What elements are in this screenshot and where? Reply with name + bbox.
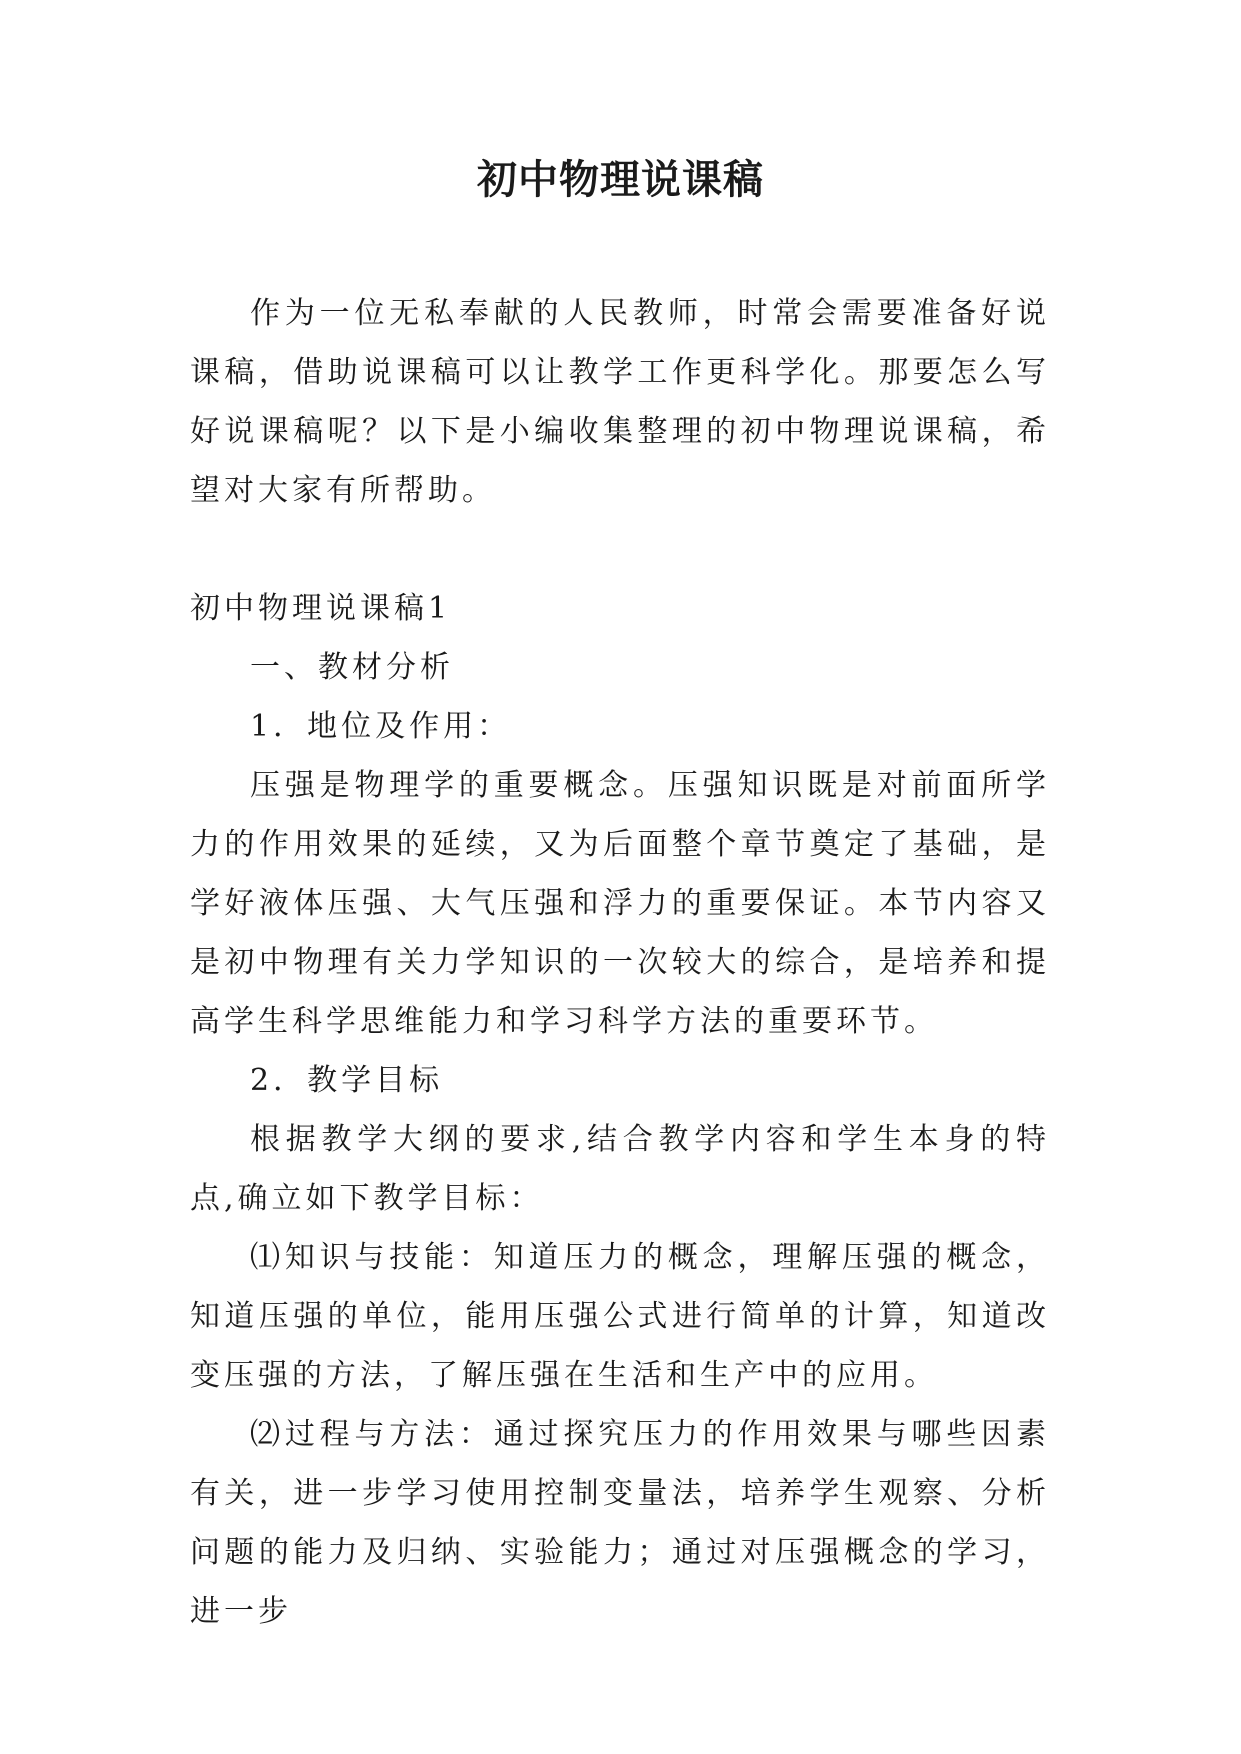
paragraph-gap [190,520,1050,579]
subheading-teaching-goals: 2．教学目标 [250,1063,444,1098]
section-heading: 初中物理说课稿1 [190,591,452,626]
heading-textbook-analysis: 一、教材分析 [250,650,454,685]
subheading-status-role: 1．地位及作用： [250,709,512,744]
document-body [190,284,1050,1641]
paragraph-process-methods: ⑵过程与方法：通过探究压力的作用效果与哪些因素有关，进一步学习使用控制变量法，培养学生观察、分析问题的能力及归纳、实验能力；通过对压强概念的学习，进一步 [190,1417,1050,1629]
paragraph-pressure-concept: 压强是物理学的重要概念。压强知识既是对前面所学力的作用效果的延续，又为后面整个章节奠定了基础，是学好液体压强、大气压强和浮力的重要保证。本节内容又是初中物理有关力学知识的一次较大的综合，是培养和提高学生科学思维能力和学习科学方法的重要环节。 [190,768,1050,1039]
paragraph-knowledge-skills: ⑴知识与技能：知道压力的概念，理解压强的概念，知道压强的单位，能用压强公式进行简单的计算，知道改变压强的方法，了解压强在生活和生产中的应用。 [190,1240,1050,1393]
document-title: 初中物理说课稿 [477,156,764,203]
paragraph-goals-intro: 根据教学大纲的要求,结合教学内容和学生本身的特点,确立如下教学目标： [190,1122,1050,1216]
intro-paragraph: 作为一位无私奉献的人民教师，时常会需要准备好说课稿，借助说课稿可以让教学工作更科学化。那要怎么写好说课稿呢？以下是小编收集整理的初中物理说课稿，希望对大家有所帮助。 [190,296,1050,508]
